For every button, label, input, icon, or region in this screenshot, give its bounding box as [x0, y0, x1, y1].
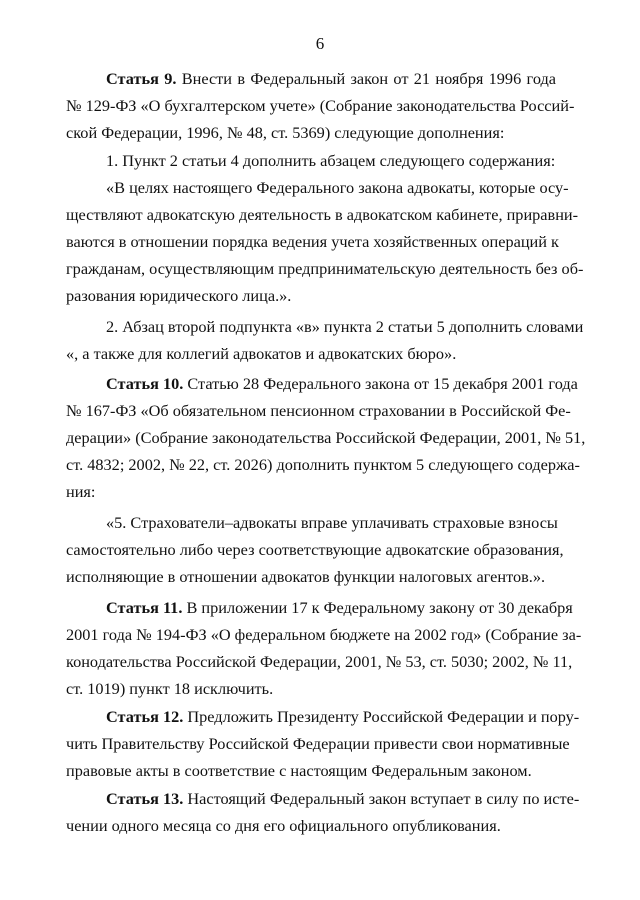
- article-9-quote-line-2: ществляют адвокатскую деятельность в адвокатском кабинете, приравни-: [66, 205, 579, 224]
- article-9-item-2-line-2: «, а также для коллегий адвокатов и адвокатских бюро».: [66, 344, 457, 363]
- article-10-line-5: ния:: [66, 482, 96, 501]
- article-11-heading: Статья 11.: [106, 598, 183, 617]
- article-12-line-1: Статья 12. Предложить Президенту Российской Федерации и пору-: [106, 707, 580, 726]
- article-10-line-2: № 167-ФЗ «Об обязательном пенсионном страховании в Российской Фе-: [66, 401, 571, 420]
- article-11-line-1: Статья 11. В приложении 17 к Федеральному закону от 30 декабря: [106, 598, 573, 617]
- article-11-line-2: 2001 года № 194-ФЗ «О федеральном бюджете на 2002 год» (Собрание за-: [66, 625, 582, 644]
- article-10-line-3: дерации» (Собрание законодательства Российской Федерации, 2001, № 51,: [66, 428, 586, 447]
- article-13-line-1: Статья 13. Настоящий Федеральный закон вступает в силу по исте-: [106, 789, 580, 808]
- article-9-line-1: Статья 9. Внести в Федеральный закон от 21 ноября 1996 года: [106, 69, 556, 88]
- article-12-line-2: чить Правительству Российской Федерации привести свои нормативные: [66, 734, 570, 753]
- article-12-heading: Статья 12.: [106, 707, 184, 726]
- article-9-item-2-line-1: 2. Абзац второй подпункта «в» пункта 2 статьи 5 дополнить словами: [106, 317, 584, 336]
- article-13-line-2: чении одного месяца со дня его официального опубликования.: [66, 816, 501, 835]
- article-9-line-2: № 129-ФЗ «О бухгалтерском учете» (Собрание законодательства Россий-: [66, 96, 575, 115]
- article-11-line-3: конодательства Российской Федерации, 2001, № 53, ст. 5030; 2002, № 11,: [66, 652, 573, 671]
- article-9-quote-line-3: ваются в отношении порядка ведения учета хозяйственных операций к: [66, 232, 559, 251]
- article-11-line-4: ст. 1019) пункт 18 исключить.: [66, 679, 274, 698]
- article-9-item-1: 1. Пункт 2 статьи 4 дополнить абзацем следующего содержания:: [106, 151, 556, 170]
- article-9-quote-line-4: гражданам, осуществляющим предпринимательскую деятельность без об-: [66, 259, 584, 278]
- article-9-quote-line-5: разования юридического лица.».: [66, 286, 292, 305]
- article-10-line-1: Статья 10. Статью 28 Федерального закона от 15 декабря 2001 года: [106, 374, 578, 393]
- page-number: 6: [315, 34, 325, 53]
- article-9-heading: Статья 9.: [106, 69, 177, 88]
- article-10-heading: Статья 10.: [106, 374, 184, 393]
- article-13-heading: Статья 13.: [106, 789, 184, 808]
- article-10-quote-line-1: «5. Страхователи–адвокаты вправе уплачивать страховые взносы: [106, 513, 558, 532]
- article-10-line-4: ст. 4832; 2002, № 22, ст. 2026) дополнить пунктом 5 следующего содержа-: [66, 455, 580, 474]
- article-10-quote-line-3: исполняющие в отношении адвокатов функции налоговых агентов.».: [66, 567, 546, 586]
- article-10-quote-line-2: самостоятельно либо через соответствующие адвокатские образования,: [66, 540, 564, 559]
- article-12-line-3: правовые акты в соответствие с настоящим Федеральным законом.: [66, 761, 532, 780]
- article-9-line-3: ской Федерации, 1996, № 48, ст. 5369) следующие дополнения:: [66, 123, 505, 142]
- article-9-quote-line-1: «В целях настоящего Федерального закона адвокаты, которые осу-: [106, 178, 569, 197]
